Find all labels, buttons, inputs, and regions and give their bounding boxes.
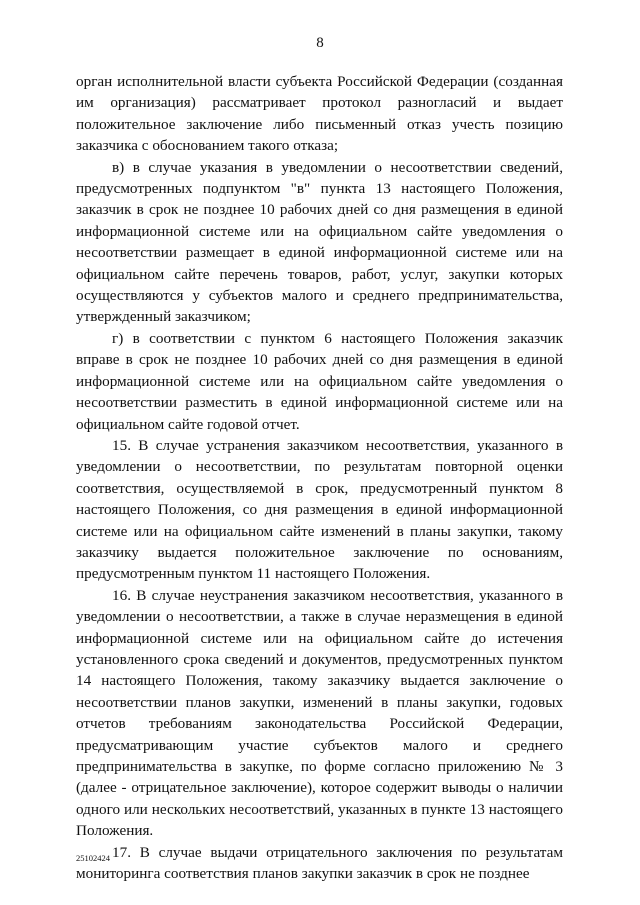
paragraph-item-16: 16. В случае неустранения заказчиком несоответствия, указанного в уведомлении о несоответствии, а также в случае неразмещения в единой информационной системе или на официальном сайте до истечения установленного срока сведений и документов, предусмотренных пунктом 14 настоящего Положения, такому заказчику выдается заключение о несоответствии планов закупки, изменений в планы закупки, годовых отчетов требованиям законодательства Российской Федерации, предусматривающим участие субъектов малого и среднего предпринимательства в закупке, по форме согласно приложению № 3 (далее - отрицательное заключение), которое содержит выводы о наличии одного или нескольких несоответствий, указанных в пункте 13 настоящего Положения. xyxy=(76,586,563,840)
paragraph-continuation: орган исполнительной власти субъекта Российской Федерации (созданная им организация) рассматривает протокол разногласий и выдает положительное заключение либо письменный отказ учесть позицию заказчика с обоснованием такого отказа; xyxy=(76,73,563,155)
paragraph-subitem-v: в) в случае указания в уведомлении о несоответствии сведений, предусмотренных подпунктом "в" пункта 13 настоящего Положения, заказчик в срок не позднее 10 рабочих дней со дня размещения в единой информационной системе или на официальном сайте уведомления о несоответствии размещает в единой информационной системе или на официальном сайте перечень товаров, работ, услуг, закупки которых осуществляются у субъектов малого и среднего предпринимательства, утвержденный заказчиком; xyxy=(76,158,563,326)
page-number: 8 xyxy=(316,35,324,51)
paragraph-item-15: 15. В случае устранения заказчиком несоответствия, указанного в уведомлении о несоответствии, по результатам повторной оценки соответствия, осуществляемой в срок, предусмотренный пунктом 8 настоящего Положения, со дня размещения в единой информационной системе или на официальном сайте изменений в планы закупки, такому заказчику выдается положительное заключение по основаниям, предусмотренным пунктом 11 настоящего Положения. xyxy=(76,436,563,583)
document-body xyxy=(76,71,563,884)
paragraph-item-17: 17. В случае выдачи отрицательного заключения по результатам мониторинга соответствия планов закупки заказчик в срок не позднее xyxy=(76,843,563,883)
paragraph-subitem-g: г) в соответствии с пунктом 6 настоящего Положения заказчик вправе в срок не позднее 10 рабочих дней со дня размещения в единой информационной системе или на официальном сайте уведомления о несоответствии разместить в единой информационной системе или на официальном сайте годовой отчет. xyxy=(76,329,563,433)
document-code: 25102424 xyxy=(76,853,110,863)
